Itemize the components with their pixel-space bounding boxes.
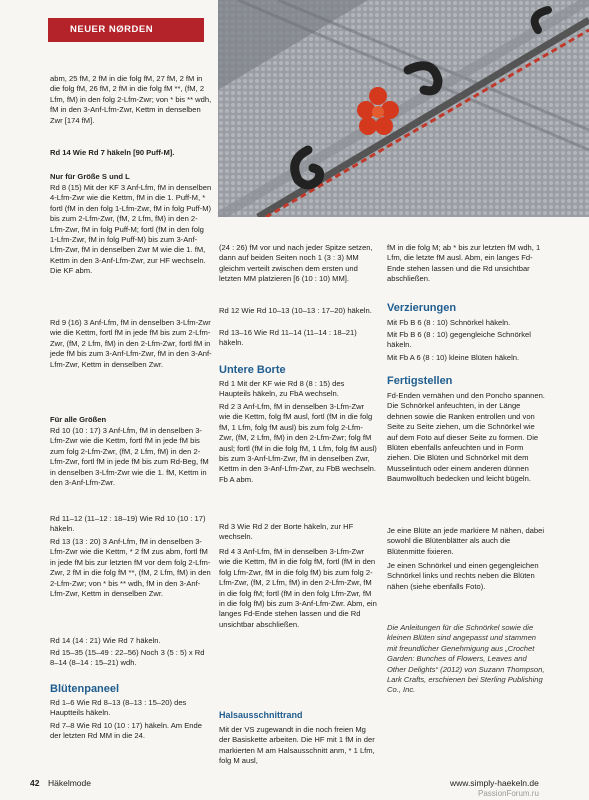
- verzierungen-title: Verzierungen: [387, 302, 457, 314]
- col2-rd13: Rd 13–16 Wie Rd 11–14 (11–14 : 18–21) häkeln.: [219, 328, 357, 348]
- poncho-photo: [218, 0, 589, 217]
- untere-rd3: Rd 3 Wie Rd 2 der Borte häkeln, zur HF wechseln.: [219, 522, 354, 542]
- watermark: PassionForum.ru: [478, 789, 539, 798]
- col2-cont: (24 : 26) fM vor und nach jeder Spitze setzen, dann auf beiden Seiten noch 1 (3 : 3) MM gleichm verteilt zwischen dem ersten und letzten MM platzieren [6 (10 : 10) MM].: [219, 243, 373, 284]
- credit-note: Die Anleitungen für die Schnörkel sowie die kleinen Blüten sind angepasst und stammen mit freundlicher Genehmigung aus „Crochet Garden: Bunches of Flowers, Leaves and Other Delights“ (2012) von Suzann Thompson, Lark Crafts, erschienen bei Sterling Publishing Co., Inc.: [387, 623, 545, 695]
- verz-3: Mit Fb A 6 (8 : 10) kleine Blüten häkeln.: [387, 353, 520, 362]
- all-sizes-title: Für alle Größen: [50, 415, 107, 424]
- untere-rd1: Rd 1 Mit der KF wie Rd 8 (8 : 15) des Haupteils häkeln, zu FbA wechseln.: [219, 379, 345, 399]
- hals-text: Mit der VS zugewandt in die noch freien Mg der Basiskette arbeiten. Die HF mit 1 fM in der markierten M am Halsausschnitt anm, * 1 Lfm, folg M ausl,: [219, 725, 375, 766]
- fert-3: Je einen Schnörkel und einen gegengleichen Schnörkel links und rechts neben die Blüten nähen (siehe ebenfalls Foto).: [387, 561, 539, 591]
- verz-1: Mit Fb B 6 (8 : 10) Schnörkel häkeln.: [387, 318, 511, 327]
- magazine-name: Häkelmode: [48, 778, 91, 788]
- fert-2: Je eine Blüte an jede markiere M nähen, dabei sowohl die Blütenblätter als auch die Blütenmitte fixieren.: [387, 526, 545, 556]
- footer-url: www.simply-haekeln.de: [450, 778, 539, 788]
- bluten-title: Blütenpaneel: [50, 683, 120, 695]
- fert-1: Fd-Enden vernähen und den Poncho spannen. Die Schnörkel anfeuchten, in der Länge dehnen sowie die Ranken entrollen und von Seite zu Seite ziehen, um die Schnörkel wie auf dem Foto auf dieser Seite zu formen. Die Blüten ebenfalls anfeuchten und in Form ziehen. Die Blüten und Schnörkel mit dem Musselintuch oder einem anderen dünnen Baumwolltuch bedecken und leicht bügeln.: [387, 391, 545, 484]
- untere-rd4: Rd 4 3 Anf-Lfm, fM in denselben 3-Lfm-Zwr wie die Kettm, fM in die folg fM, fortl (fM in den folg Lfm-Zwr, fM in die folg fM) bis zum folg 2-Lfm-Zwr, (fM, 2 Lfm, fM) in den 2-Lfm-Zwr, fM in die folg fM; fortl (fM in den folg Lfm-Zwr, fM in die folg fM) bis zum 3-Anf-Lfm-Zwr. Abm, ein langes Fd-Ende stehen lassen und die Rd unsichtbar abschließen.: [219, 547, 377, 629]
- all-rd14: Rd 14 (14 : 21) Wie Rd 7 häkeln.: [50, 636, 161, 645]
- fertigstellen-title: Fertigstellen: [387, 375, 453, 387]
- all-rd15: Rd 15–35 (15–49 : 22–56) Noch 3 (5 : 5) x Rd 8–14 (8–14 : 15–21) wdh.: [50, 648, 205, 668]
- size-rd8: Rd 8 (15) Mit der KF 3 Anf-Lfm, fM in denselben 4-Lfm-Zwr wie die Kettm, fM in die 1. Puff-M, * fortl (fM in den folg 1-Lfm-Zwr, fM in folg Puff-M) bis zum 2-Lfm-Zwr, (fM, 2 Lfm, fM) in den 2-Lfm-Zwr, fM in folg Puff-M; fortl (fM in den folg 1-Lfm-Zwr, fM in folg Puff-M) bis zum 3-Anf-Lfm-Zwr, fM in denselben Zwr M wie die 1. fM, Kettm in den 3-Anf-Lfm-Zwr, zur HF wechseln. Die KF abm.: [50, 183, 212, 276]
- verz-2: Mit Fb B 6 (8 : 10) gegengleiche Schnörkel häkeln.: [387, 330, 531, 350]
- col1-rd14: Rd 14 Wie Rd 7 häkeln [90 Puff-M].: [50, 148, 175, 157]
- untere-borte-title: Untere Borte: [219, 364, 286, 376]
- hals-title: Halsausschnittrand: [219, 710, 303, 720]
- col3-cont: fM in die folg M; ab * bis zur letzten fM wdh, 1 Lfm, die letzte fM ausl. Abm, ein langes Fd-Ende stehen lassen und die Rd unsichtbar abschließen.: [387, 243, 541, 284]
- page-number: 42: [30, 778, 40, 788]
- untere-rd2: Rd 2 3 Anf-Lfm, fM in denselben 3-Lfm-Zwr wie die Kettm, folg fM ausl, fortl (fM in die folg fM, 1 Lfm, folg fM ausl) bis zum folg 2-Lfm-Zwr, (fM, 2 Lfm, fM) in den 2-Lfm-Zwr; folg fM ausl; fortl (fM in die folg fM, 1 Lfm, folg fM ausl) bis zum 3-Anf-Lfm-Zwr, fM in denselben Zwr, Kettm in den 3-Anf-Lfm-Zwr, zu FbB wechseln. Fb A abm.: [219, 402, 377, 484]
- bluten-rd7: Rd 7–8 Wie Rd 10 (10 : 17) häkeln. Am Ende der letzten Rd MM in die 24.: [50, 721, 202, 741]
- col1-intro: abm, 25 fM, 2 fM in die folg fM, 27 fM, 2 fM in die folg fM, 26 fM, 2 fM in die folg fM **, (fM, 2 Lfm, fM) in den folg 2-Lfm-Zwr; von * bis ** wdh, fM in den 3-Anf-Lfm-Zwr, Kettm in denselben Zwr [174 fM].: [50, 74, 212, 125]
- size-rd9: Rd 9 (16) 3 Anf-Lfm, fM in denselben 3-Lfm-Zwr wie die Kettm, fortl fM in jede fM bis zum 2-Lfm-Zwr, (fM, 2 Lfm, fM) in den 2-Lfm-Zwr, fortl fM in jede fM bis zum 3-Anf-Lfm-Zwr, fM in den 3-Anf-Lfm-Zwr, Kettm in denselben Zwr.: [50, 318, 212, 369]
- size-sl-title: Nur für Größe S und L: [50, 172, 130, 181]
- all-rd11: Rd 11–12 (11–12 : 18–19) Wie Rd 10 (10 : 17) häkeln.: [50, 514, 206, 534]
- all-rd13: Rd 13 (13 : 20) 3 Anf-Lfm, fM in denselben 3-Lfm-Zwr wie die Kettm, * 2 fM zus abm, fortl fM in jede fM bis zur letzten fM vor dem folg 2-Lfm-Zwr, 2 fM in die folg fM **, (fM, 2 Lfm, fM) in den 2-Lfm-Zwr; von * bis ** wdh, fM in den 3-Anf-Lfm-Zwr, Kettm in denselben Zwr.: [50, 537, 211, 599]
- bluten-rd1: Rd 1–6 Wie Rd 8–13 (8–13 : 15–20) des Hauptteils häkeln.: [50, 698, 187, 718]
- col2-rd12: Rd 12 Wie Rd 10–13 (10–13 : 17–20) häkeln.: [219, 306, 372, 315]
- section-tag: NEUER NØRDEN: [48, 18, 204, 42]
- all-rd10: Rd 10 (10 : 17) 3 Anf-Lfm, fM in denselben 3-Lfm-Zwr wie die Kettm, fortl fM in jede fM bis zum folg 2-Lfm-Zwr, (fM, 2 Lfm, fM) in den 2-Lfm-Zwr, fortl fM in jede fM bis zum Rd-Beg, fM in denselben 3-Lfm-Zwr wie die 1. fM, Kettm in den 3-Anf-Lfm-Zwr.: [50, 426, 209, 488]
